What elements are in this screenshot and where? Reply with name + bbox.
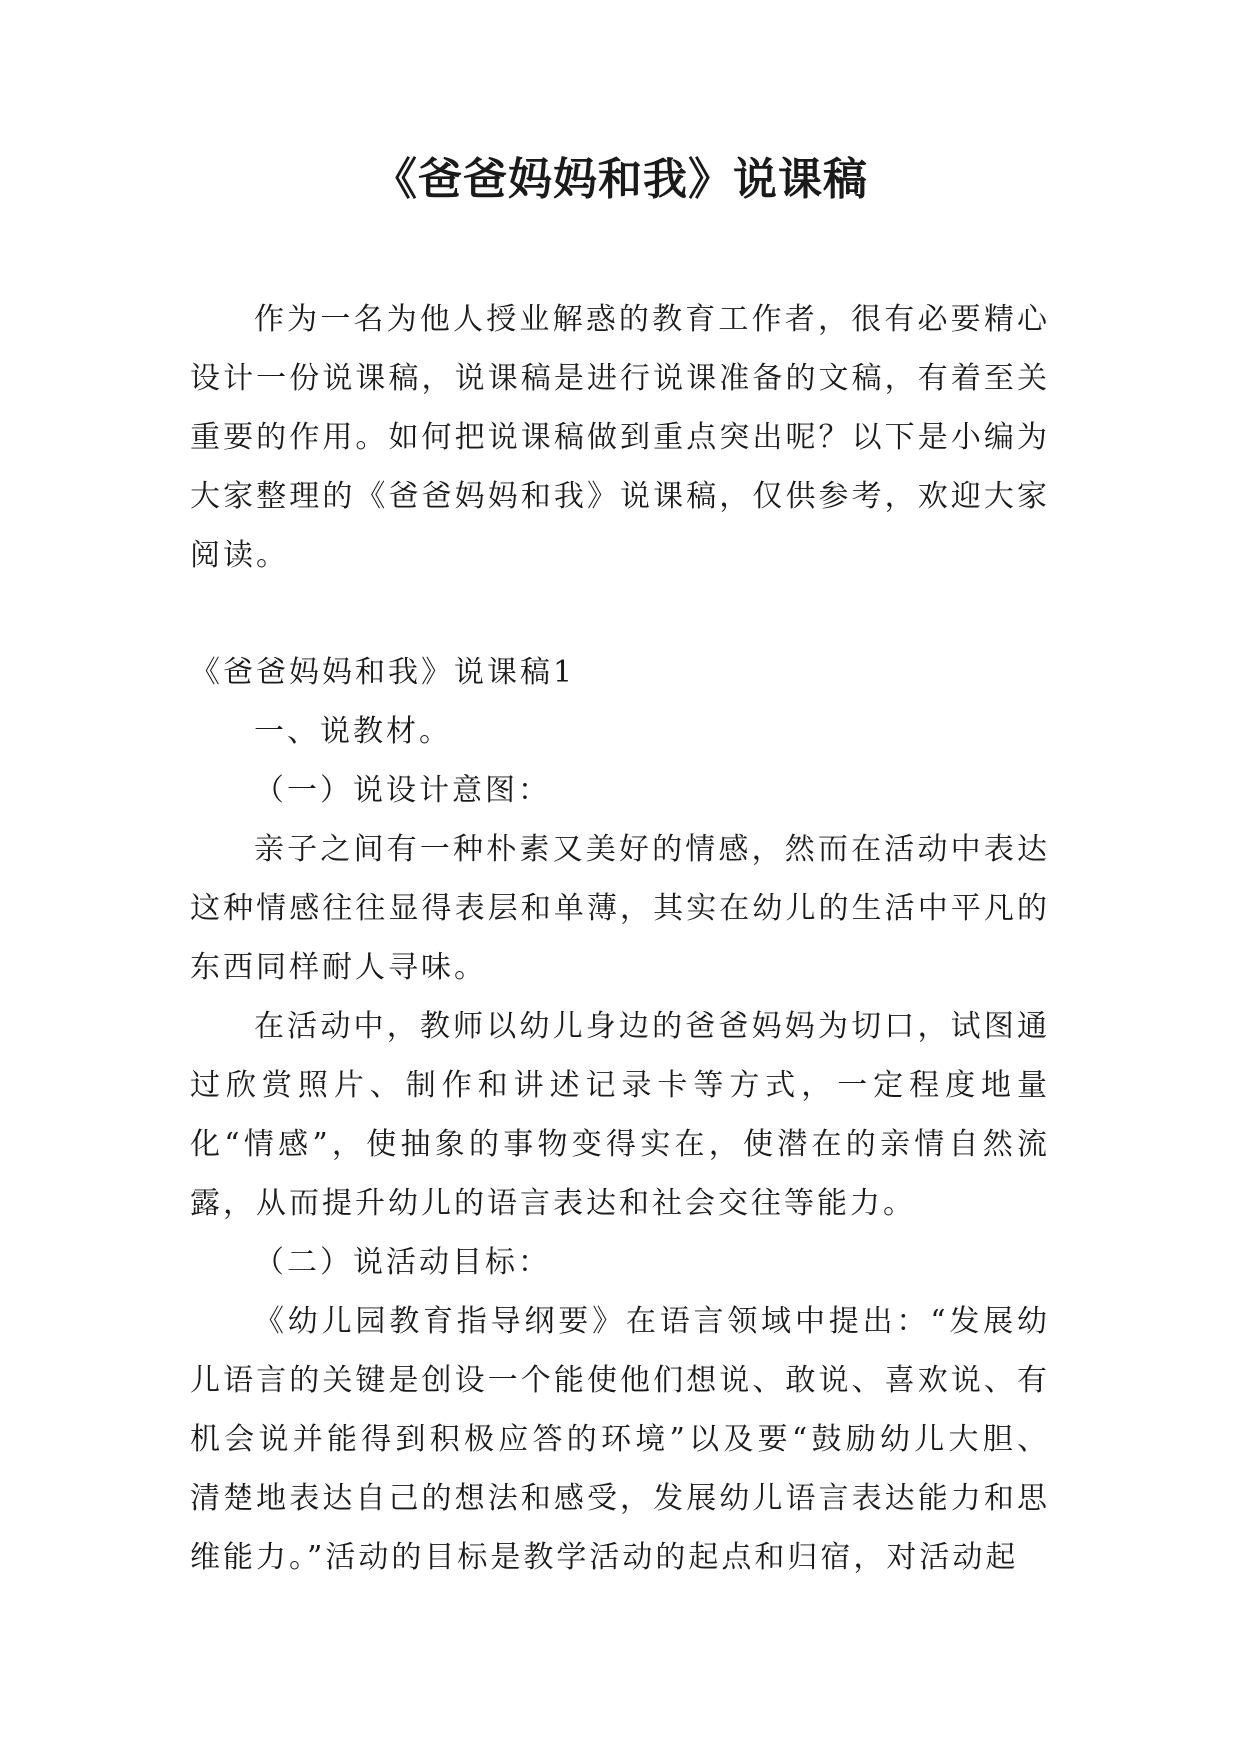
subheading-2: （二）说活动目标： — [254, 1245, 551, 1280]
paragraph-2: 在活动中，教师以幼儿身边的爸爸妈妈为切口，试图通过欣赏照片、制作和讲述记录卡等方式，一定程度地量化“情感”，使抽象的事物变得实在，使潜在的亲情自然流露，从而提升幼儿的语言表达和社会交往等能力。 — [190, 1009, 1050, 1221]
intro-paragraph: 作为一名为他人授业解惑的教育工作者，很有必要精心设计一份说课稿，说课稿是进行说课准备的文稿，有着至关重要的作用。如何把说课稿做到重点突出呢？以下是小编为大家整理的《爸爸妈妈和我》说课稿，仅供参考，欢迎大家阅读。 — [190, 302, 1050, 573]
heading-1: 一、说教材。 — [254, 714, 452, 749]
section-title: 《爸爸妈妈和我》说课稿1 — [190, 655, 576, 690]
paragraph-3: 《幼儿园教育指导纲要》在语言领域中提出：“发展幼儿语言的关键是创设一个能使他们想说、敢说、喜欢说、有机会说并能得到积极应答的环境”以及要“鼓励幼儿大胆、清楚地表达自己的想法和感受，发展幼儿语言表达能力和思维能力。”活动的目标是教学活动的起点和归宿，对活动起 — [190, 1304, 1050, 1575]
section-spacer — [190, 585, 1050, 643]
document-body — [190, 290, 1050, 1587]
subheading-1: （一）说设计意图： — [254, 773, 551, 808]
paragraph-1: 亲子之间有一种朴素又美好的情感，然而在活动中表达这种情感往往显得表层和单薄，其实在幼儿的生活中平凡的东西同样耐人寻味。 — [190, 832, 1050, 985]
document-title: 《爸爸妈妈和我》说课稿 — [373, 154, 868, 205]
